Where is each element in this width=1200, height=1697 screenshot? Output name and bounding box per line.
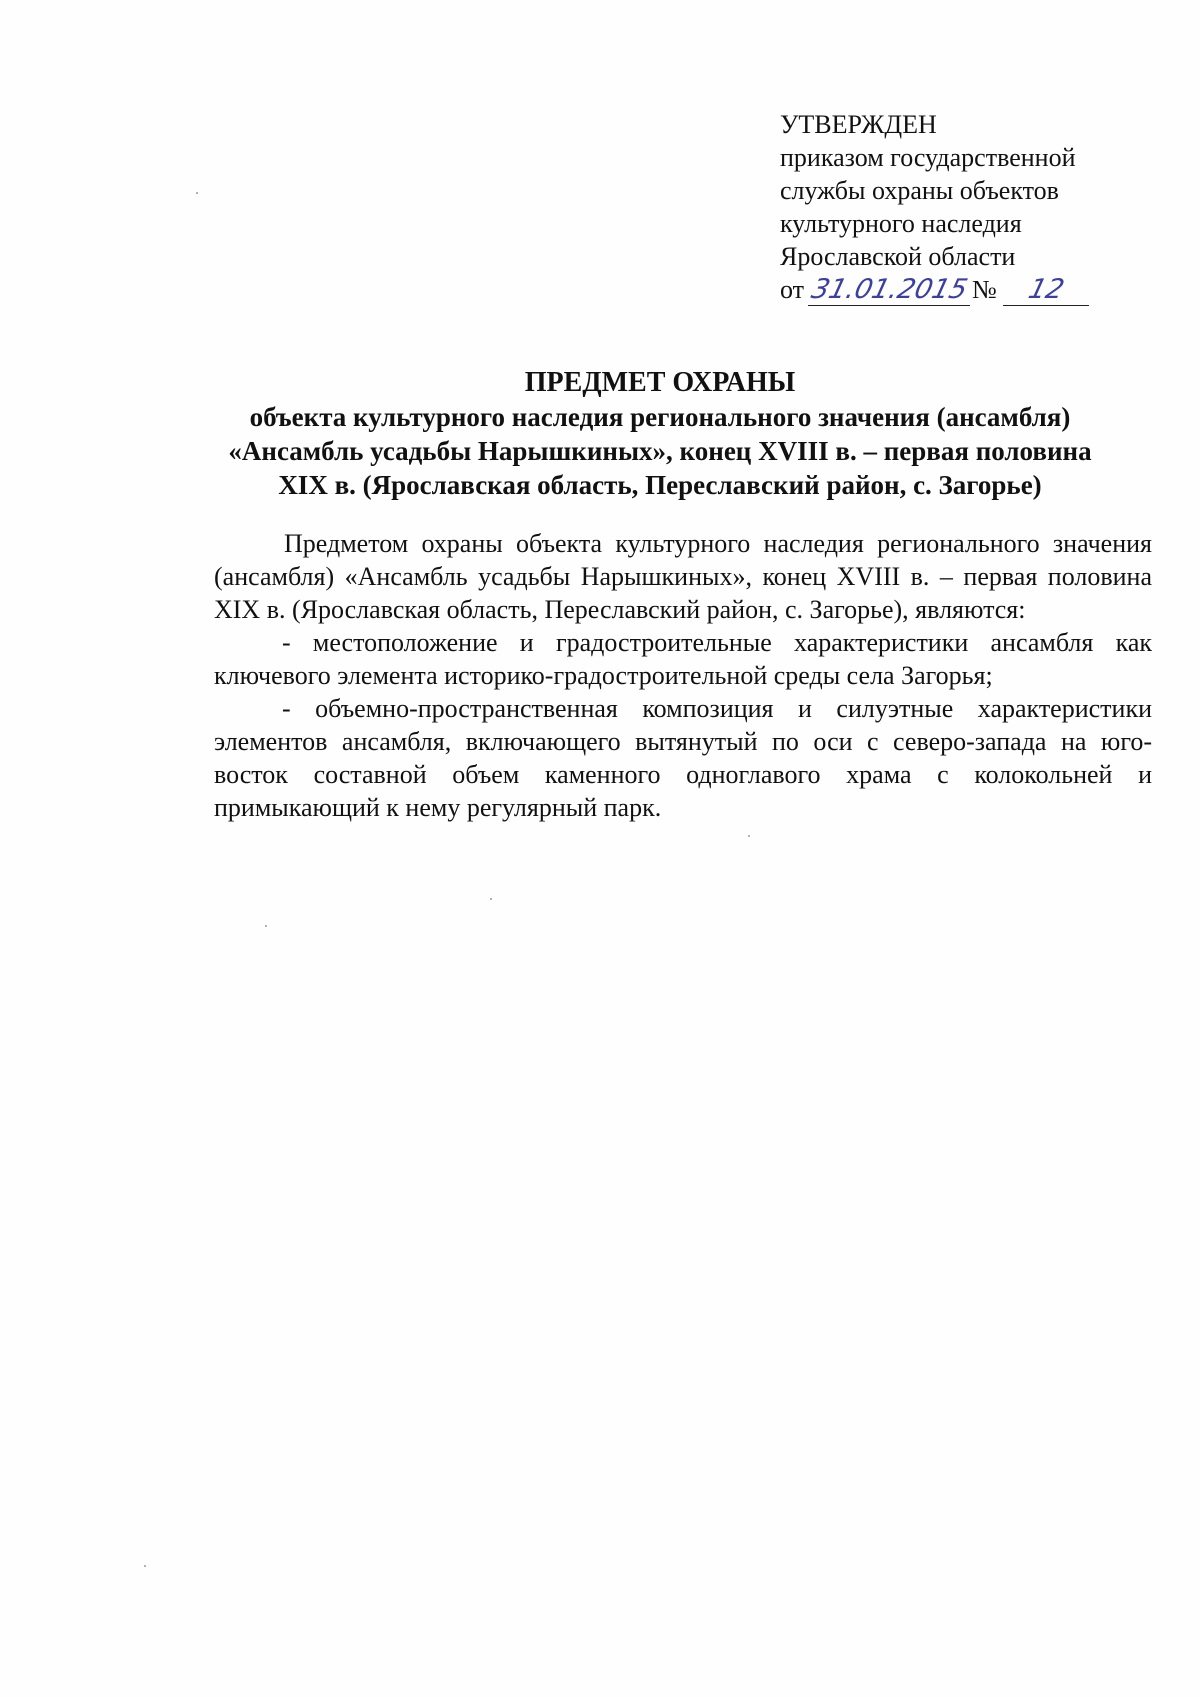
number-sign: №: [972, 275, 997, 304]
approval-line: Ярославской области: [780, 242, 1016, 271]
list-item: - объемно-пространственная композиция и силуэтные характеристики элементов ансамбля, включающего вытянутый по оси с северо-запада на юго-восток составной объем каменного одноглавого храма с колокольней и примыкающий к нему регулярный парк.: [214, 694, 1152, 822]
from-label: от: [780, 275, 805, 304]
list-item: - местоположение и градостроительные характеристики ансамбля как ключевого элемента историко-градостроительной среды села Загорья;: [214, 628, 1152, 690]
scan-speck: [490, 898, 492, 900]
handwritten-number: 12: [1024, 274, 1068, 305]
scan-speck: [265, 925, 267, 927]
title-main: ПРЕДМЕТ ОХРАНЫ: [524, 367, 796, 398]
approval-stamp-block: [780, 108, 1140, 306]
approval-line: культурного наследия: [780, 209, 1022, 238]
intro-paragraph: Предметом охраны объекта культурного наследия регионального значения (ансамбля) «Ансамбль усадьбы Нарышкиных», конец XVIII в. – первая половина XIX в. (Ярославская область, Переславский район, с. Загорье), являются:: [214, 529, 1152, 624]
title-line: объекта культурного наследия регионального значения (ансамбля): [249, 402, 1071, 432]
title-line: «Ансамбль усадьбы Нарышкиных», конец XVIII в. – первая половина: [228, 436, 1092, 466]
scan-speck: [196, 192, 198, 194]
handwritten-date: 31.01.2015: [808, 274, 971, 305]
approval-heading: УТВЕРЖДЕН: [780, 110, 937, 139]
approval-line: приказом государственной: [780, 143, 1076, 172]
approval-date-line: [780, 273, 1140, 306]
title-line: XIX в. (Ярославская область, Переславский район, с. Загорье): [278, 470, 1042, 500]
number-field: [1003, 275, 1089, 306]
scan-speck: [144, 1565, 146, 1567]
document-title: [160, 366, 1160, 502]
scan-speck: [748, 835, 750, 837]
date-field: [808, 275, 970, 306]
document-body: [214, 527, 1152, 824]
approval-line: службы охраны объектов: [780, 176, 1059, 205]
